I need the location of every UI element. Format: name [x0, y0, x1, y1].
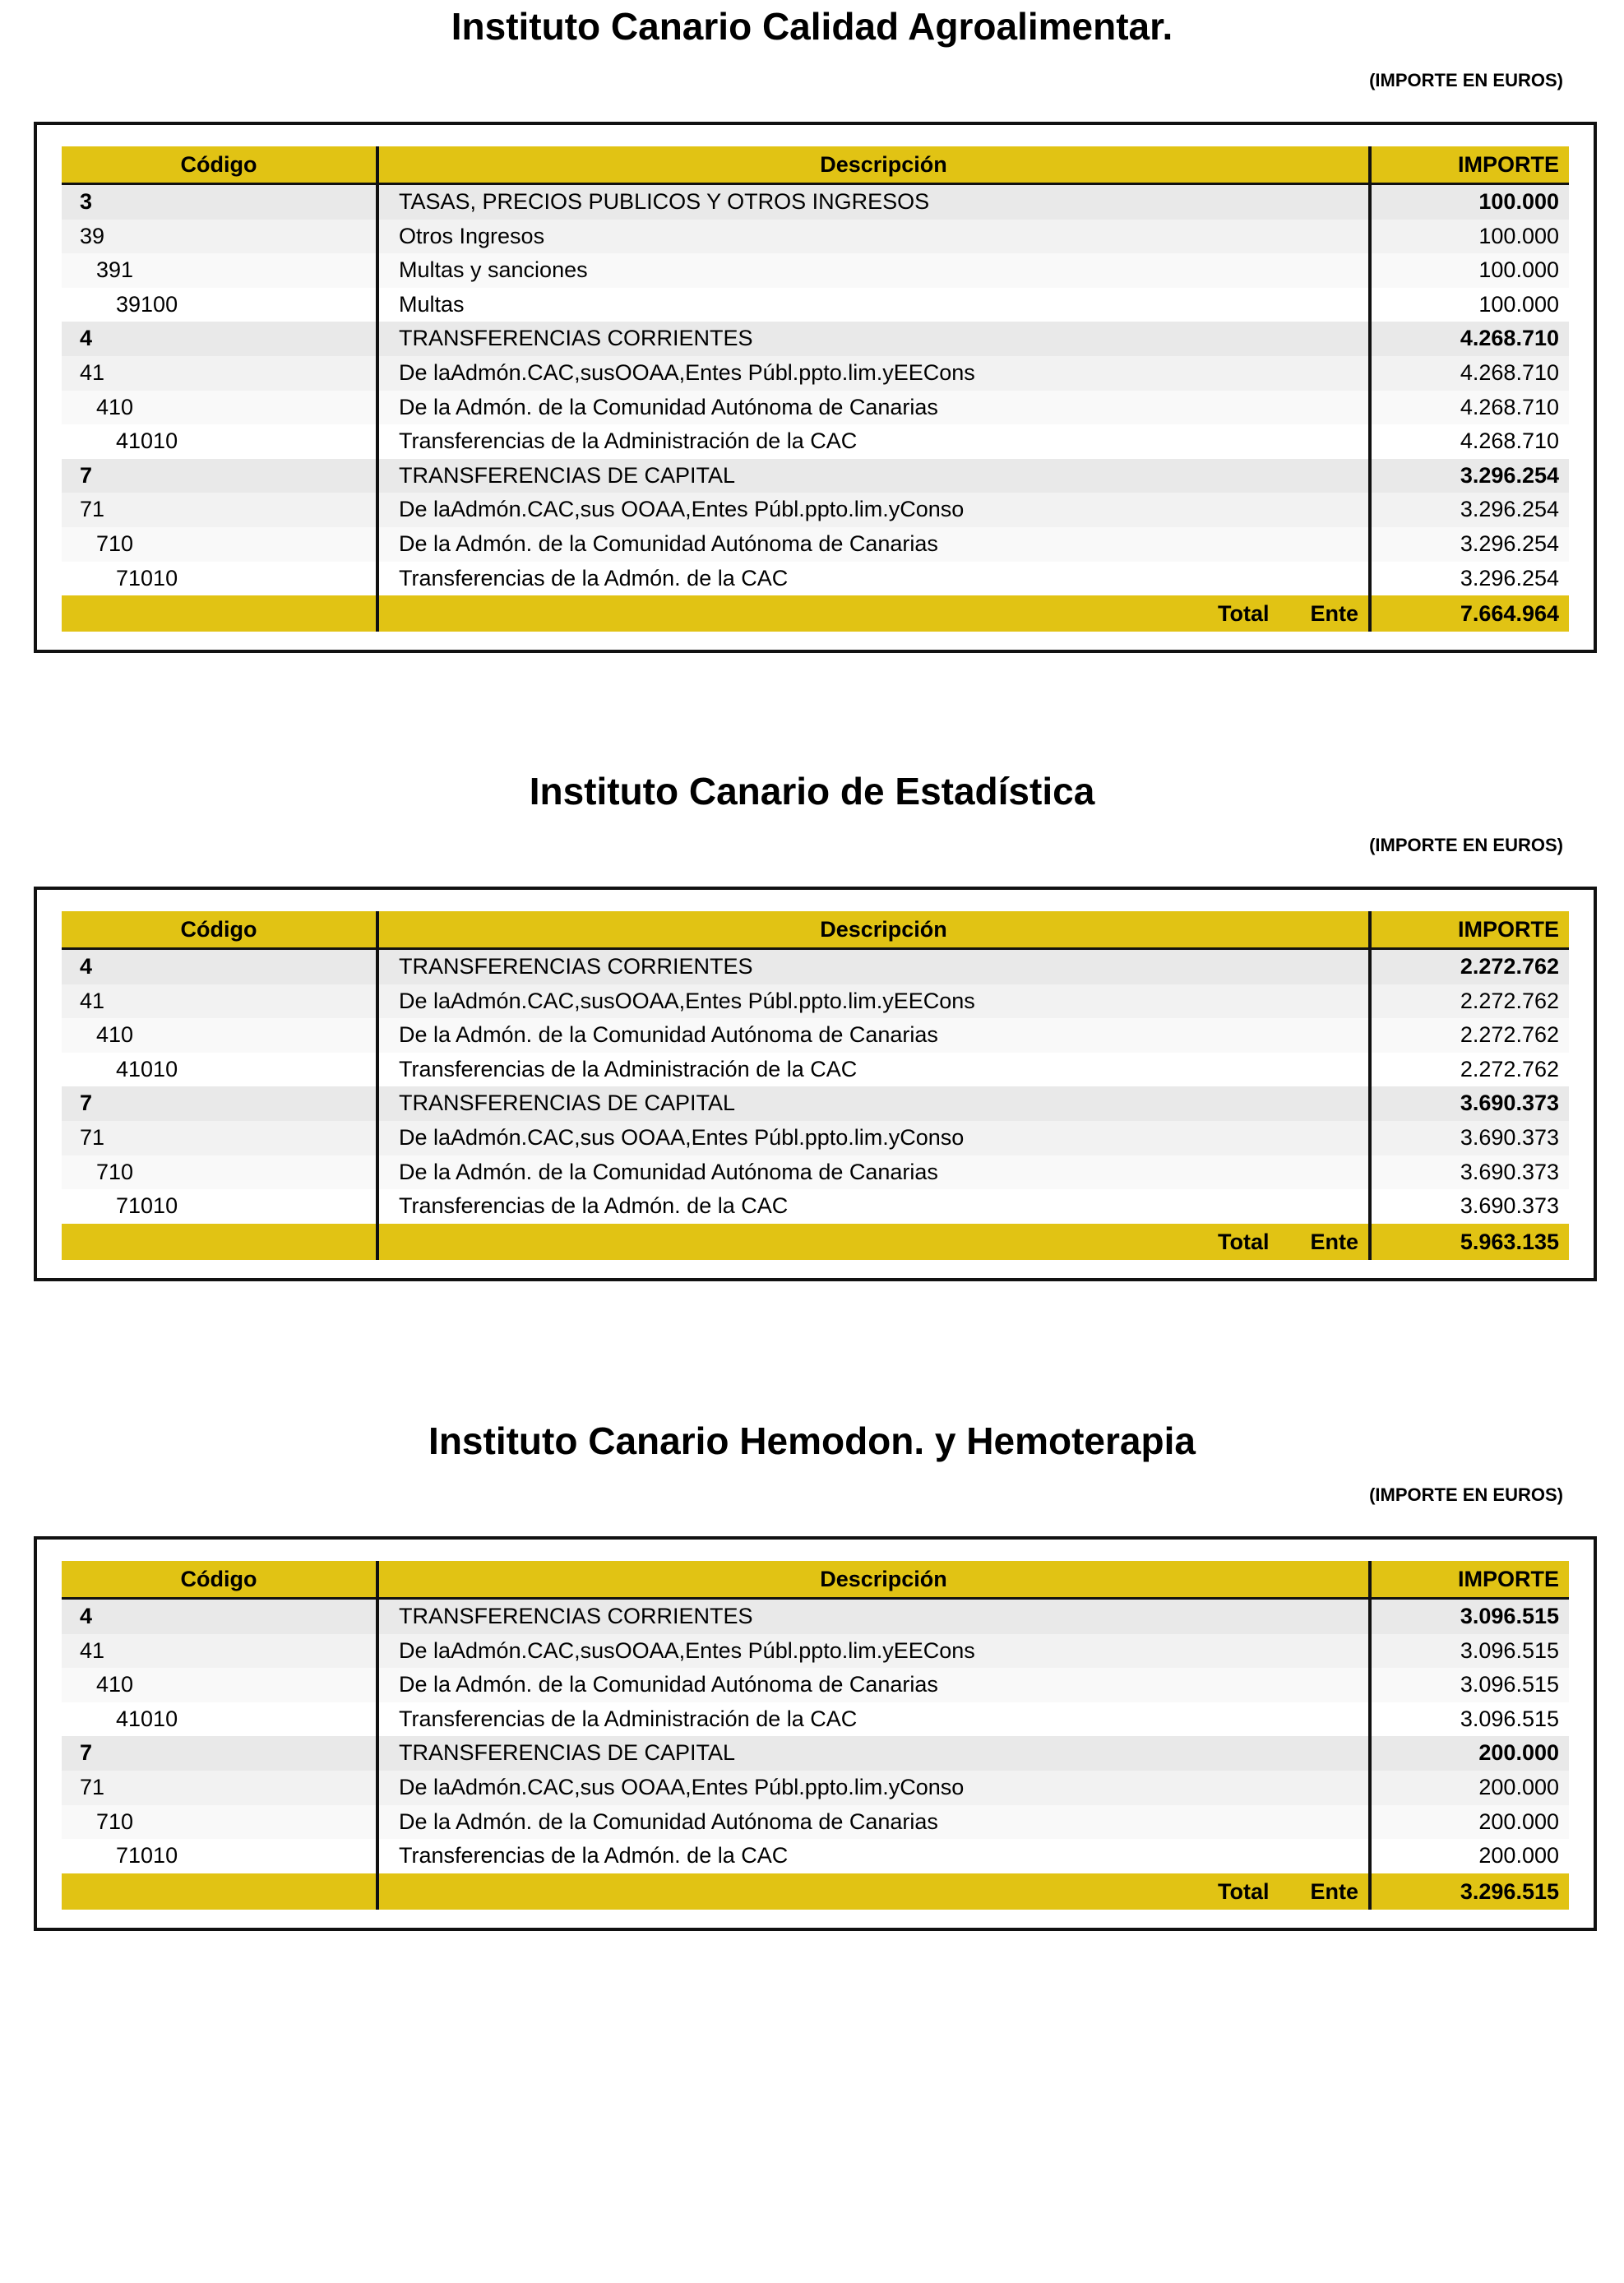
amount-cell: 3.296.254: [1370, 459, 1569, 493]
total-row: [62, 1224, 1569, 1260]
ente-label: Ente: [1310, 1229, 1358, 1254]
total-code-cell: [62, 1224, 377, 1260]
amount-cell: 3.690.373: [1370, 1121, 1569, 1155]
description-cell: De la Admón. de la Comunidad Autónoma de Canarias: [377, 1668, 1370, 1702]
table-row: [62, 1668, 1569, 1702]
total-label: Total: [1217, 1878, 1270, 1904]
currency-note: (IMPORTE EN EUROS): [1369, 835, 1563, 855]
amount-cell: 3.690.373: [1370, 1155, 1569, 1190]
amount-cell: 100.000: [1370, 288, 1569, 322]
amount-cell: 4.268.710: [1370, 322, 1569, 356]
table-row: [62, 527, 1569, 562]
amount-cell: 200.000: [1370, 1736, 1569, 1771]
description-cell: Transferencias de la Admón. de la CAC: [377, 1189, 1370, 1224]
code-cell: 71010: [62, 562, 377, 596]
amount-cell: 3.096.515: [1370, 1668, 1569, 1702]
code-cell: 41010: [62, 1702, 377, 1737]
table-row: [62, 1053, 1569, 1087]
table-row: [62, 288, 1569, 322]
total-label-cell: [377, 1224, 1370, 1260]
code-cell: 39100: [62, 288, 377, 322]
total-row: [62, 595, 1569, 632]
table-row: [62, 1839, 1569, 1873]
header-description: Descripción: [377, 146, 1370, 184]
amount-cell: 2.272.762: [1370, 1018, 1569, 1053]
code-cell: 71: [62, 1121, 377, 1155]
description-cell: TRANSFERENCIAS CORRIENTES: [377, 322, 1370, 356]
table-row: [62, 562, 1569, 596]
table-row: [62, 1599, 1569, 1634]
code-cell: 39: [62, 220, 377, 254]
description-cell: De la Admón. de la Comunidad Autónoma de Canarias: [377, 1805, 1370, 1840]
code-cell: 3: [62, 184, 377, 220]
budget-table: [62, 146, 1569, 632]
amount-cell: 100.000: [1370, 220, 1569, 254]
code-cell: 4: [62, 949, 377, 984]
header-description: Descripción: [377, 1561, 1370, 1599]
description-cell: De laAdmón.CAC,sus OOAA,Entes Públ.ppto.lim.yConso: [377, 493, 1370, 527]
amount-cell: 200.000: [1370, 1839, 1569, 1873]
description-cell: De la Admón. de la Comunidad Autónoma de Canarias: [377, 1018, 1370, 1053]
code-cell: 710: [62, 527, 377, 562]
table-row: [62, 1771, 1569, 1805]
description-cell: De laAdmón.CAC,sus OOAA,Entes Públ.ppto.lim.yConso: [377, 1771, 1370, 1805]
table-row: [62, 1018, 1569, 1053]
amount-cell: 100.000: [1370, 184, 1569, 220]
code-cell: 41: [62, 1634, 377, 1669]
ente-label: Ente: [1310, 601, 1358, 627]
description-cell: Transferencias de la Admón. de la CAC: [377, 1839, 1370, 1873]
description-cell: Multas: [377, 288, 1370, 322]
description-cell: Transferencias de la Administración de la CAC: [377, 1702, 1370, 1737]
section-title: Instituto Canario Hemodon. y Hemoterapia: [428, 1419, 1196, 1462]
table-header-row: [62, 1561, 1569, 1599]
amount-cell: 2.272.762: [1370, 1053, 1569, 1087]
table-row: [62, 1805, 1569, 1840]
description-cell: Otros Ingresos: [377, 220, 1370, 254]
description-cell: De la Admón. de la Comunidad Autónoma de Canarias: [377, 527, 1370, 562]
table-row: [62, 424, 1569, 459]
amount-cell: 2.272.762: [1370, 949, 1569, 984]
description-cell: De la Admón. de la Comunidad Autónoma de Canarias: [377, 391, 1370, 425]
code-cell: 71: [62, 493, 377, 527]
description-cell: TASAS, PRECIOS PUBLICOS Y OTROS INGRESOS: [377, 184, 1370, 220]
total-label-cell: [377, 1873, 1370, 1910]
description-cell: TRANSFERENCIAS DE CAPITAL: [377, 459, 1370, 493]
table-body: [62, 1599, 1569, 1873]
code-cell: 410: [62, 391, 377, 425]
table-row: [62, 322, 1569, 356]
amount-cell: 4.268.710: [1370, 356, 1569, 391]
table-row: [62, 949, 1569, 984]
table-row: [62, 1634, 1569, 1669]
table-header-row: [62, 146, 1569, 184]
table-row: [62, 1155, 1569, 1190]
table-row: [62, 984, 1569, 1019]
header-code: Código: [62, 146, 377, 184]
section-title: Instituto Canario Calidad Agroalimentar.: [451, 5, 1173, 48]
total-code-cell: [62, 1873, 377, 1910]
code-cell: 71010: [62, 1189, 377, 1224]
amount-cell: 3.690.373: [1370, 1086, 1569, 1121]
description-cell: De laAdmón.CAC,susOOAA,Entes Públ.ppto.lim.yEECons: [377, 1634, 1370, 1669]
description-cell: TRANSFERENCIAS CORRIENTES: [377, 949, 1370, 984]
total-amount: 3.296.515: [1370, 1873, 1569, 1910]
budget-table: [62, 911, 1569, 1260]
table-frame: [34, 122, 1597, 653]
amount-cell: 3.296.254: [1370, 562, 1569, 596]
amount-cell: 4.268.710: [1370, 424, 1569, 459]
amount-cell: 100.000: [1370, 253, 1569, 288]
code-cell: 391: [62, 253, 377, 288]
code-cell: 41010: [62, 424, 377, 459]
code-cell: 71: [62, 1771, 377, 1805]
code-cell: 41010: [62, 1053, 377, 1087]
amount-cell: 3.296.254: [1370, 527, 1569, 562]
amount-cell: 200.000: [1370, 1771, 1569, 1805]
total-label-cell: [377, 595, 1370, 632]
code-cell: 41: [62, 356, 377, 391]
amount-cell: 3.690.373: [1370, 1189, 1569, 1224]
code-cell: 410: [62, 1018, 377, 1053]
total-row: [62, 1873, 1569, 1910]
description-cell: TRANSFERENCIAS DE CAPITAL: [377, 1736, 1370, 1771]
table-row: [62, 459, 1569, 493]
code-cell: 4: [62, 1599, 377, 1634]
table-row: [62, 356, 1569, 391]
code-cell: 710: [62, 1155, 377, 1190]
code-cell: 7: [62, 1086, 377, 1121]
table-row: [62, 220, 1569, 254]
total-amount: 7.664.964: [1370, 595, 1569, 632]
description-cell: TRANSFERENCIAS CORRIENTES: [377, 1599, 1370, 1634]
table-row: [62, 253, 1569, 288]
code-cell: 4: [62, 322, 377, 356]
table-frame: [34, 1536, 1597, 1931]
table-body: [62, 184, 1569, 596]
table-row: [62, 184, 1569, 220]
section-title: Instituto Canario de Estadística: [529, 770, 1095, 813]
description-cell: Multas y sanciones: [377, 253, 1370, 288]
description-cell: Transferencias de la Administración de la CAC: [377, 424, 1370, 459]
code-cell: 41: [62, 984, 377, 1019]
table-row: [62, 391, 1569, 425]
table-row: [62, 1121, 1569, 1155]
description-cell: Transferencias de la Administración de la CAC: [377, 1053, 1370, 1087]
total-code-cell: [62, 595, 377, 632]
description-cell: De laAdmón.CAC,susOOAA,Entes Públ.ppto.lim.yEECons: [377, 984, 1370, 1019]
currency-note: (IMPORTE EN EUROS): [1369, 70, 1563, 90]
amount-cell: 3.096.515: [1370, 1634, 1569, 1669]
description-cell: TRANSFERENCIAS DE CAPITAL: [377, 1086, 1370, 1121]
total-label: Total: [1217, 1229, 1270, 1254]
currency-note: (IMPORTE EN EUROS): [1369, 1484, 1563, 1505]
total-amount: 5.963.135: [1370, 1224, 1569, 1260]
header-amount: IMPORTE: [1370, 911, 1569, 949]
table-frame: [34, 887, 1597, 1281]
description-cell: Transferencias de la Admón. de la CAC: [377, 562, 1370, 596]
amount-cell: 2.272.762: [1370, 984, 1569, 1019]
amount-cell: 3.296.254: [1370, 493, 1569, 527]
table-row: [62, 1736, 1569, 1771]
amount-cell: 4.268.710: [1370, 391, 1569, 425]
description-cell: De la Admón. de la Comunidad Autónoma de Canarias: [377, 1155, 1370, 1190]
code-cell: 410: [62, 1668, 377, 1702]
budget-table: [62, 1561, 1569, 1910]
table-row: [62, 1702, 1569, 1737]
header-description: Descripción: [377, 911, 1370, 949]
header-amount: IMPORTE: [1370, 146, 1569, 184]
description-cell: De laAdmón.CAC,sus OOAA,Entes Públ.ppto.lim.yConso: [377, 1121, 1370, 1155]
code-cell: 7: [62, 1736, 377, 1771]
amount-cell: 3.096.515: [1370, 1599, 1569, 1634]
header-code: Código: [62, 911, 377, 949]
amount-cell: 200.000: [1370, 1805, 1569, 1840]
table-row: [62, 493, 1569, 527]
ente-label: Ente: [1310, 1878, 1358, 1904]
table-row: [62, 1086, 1569, 1121]
total-label: Total: [1217, 601, 1270, 627]
code-cell: 71010: [62, 1839, 377, 1873]
code-cell: 710: [62, 1805, 377, 1840]
description-cell: De laAdmón.CAC,susOOAA,Entes Públ.ppto.lim.yEECons: [377, 356, 1370, 391]
header-code: Código: [62, 1561, 377, 1599]
code-cell: 7: [62, 459, 377, 493]
table-row: [62, 1189, 1569, 1224]
table-header-row: [62, 911, 1569, 949]
amount-cell: 3.096.515: [1370, 1702, 1569, 1737]
table-body: [62, 949, 1569, 1224]
header-amount: IMPORTE: [1370, 1561, 1569, 1599]
